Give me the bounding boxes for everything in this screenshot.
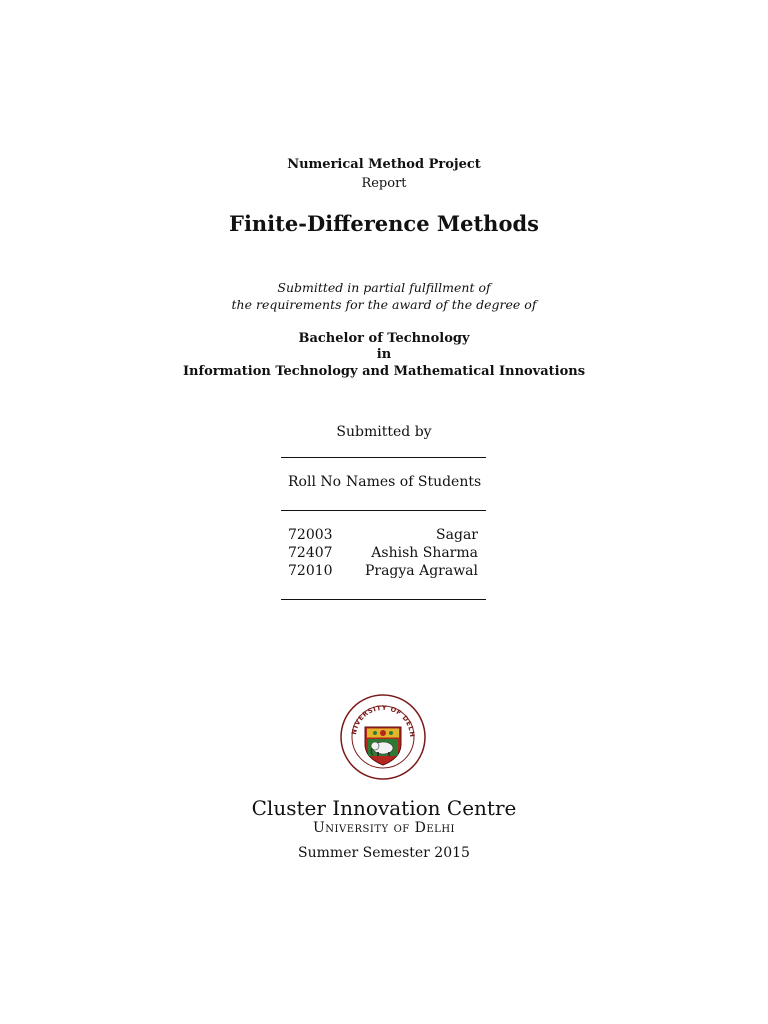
column-header-roll: Roll No <box>288 474 342 490</box>
table-row <box>288 527 478 545</box>
submission-line-2: the requirements for the award of the degree of <box>231 297 537 312</box>
project-label: Numerical Method Project <box>287 157 481 172</box>
university-name: University of Delhi <box>313 820 455 836</box>
table-bottom-rule <box>281 599 486 600</box>
student-name: Sagar <box>436 527 478 543</box>
table-row <box>288 545 478 563</box>
student-name: Ashish Sharma <box>371 545 478 561</box>
roll-number: 72003 <box>288 527 333 543</box>
submission-line-1: Submitted in partial fulfillment of <box>277 280 491 295</box>
submitted-by-label: Submitted by <box>336 424 432 440</box>
centre-name: Cluster Innovation Centre <box>251 796 517 820</box>
table-top-rule <box>281 457 486 458</box>
degree-name: Bachelor of Technology <box>298 331 470 346</box>
svg-text:UNIVERSITY OF DELHI: NIVERSITY OF DELH <box>350 703 417 738</box>
degree-field: Information Technology and Mathematical Innovations <box>182 364 586 379</box>
degree-connector: in <box>376 347 392 362</box>
table-row <box>288 563 478 581</box>
student-name: Pragya Agrawal <box>364 563 478 579</box>
report-label: Report <box>361 176 407 191</box>
document-title: Finite-Difference Methods <box>229 211 539 236</box>
roll-number: 72010 <box>288 563 333 579</box>
university-of-delhi-seal-icon <box>340 694 426 780</box>
column-header-names: Names of Students <box>346 474 482 490</box>
table-header-rule <box>281 510 486 511</box>
roll-number: 72407 <box>288 545 333 561</box>
semester-label: Summer Semester 2015 <box>298 845 470 861</box>
